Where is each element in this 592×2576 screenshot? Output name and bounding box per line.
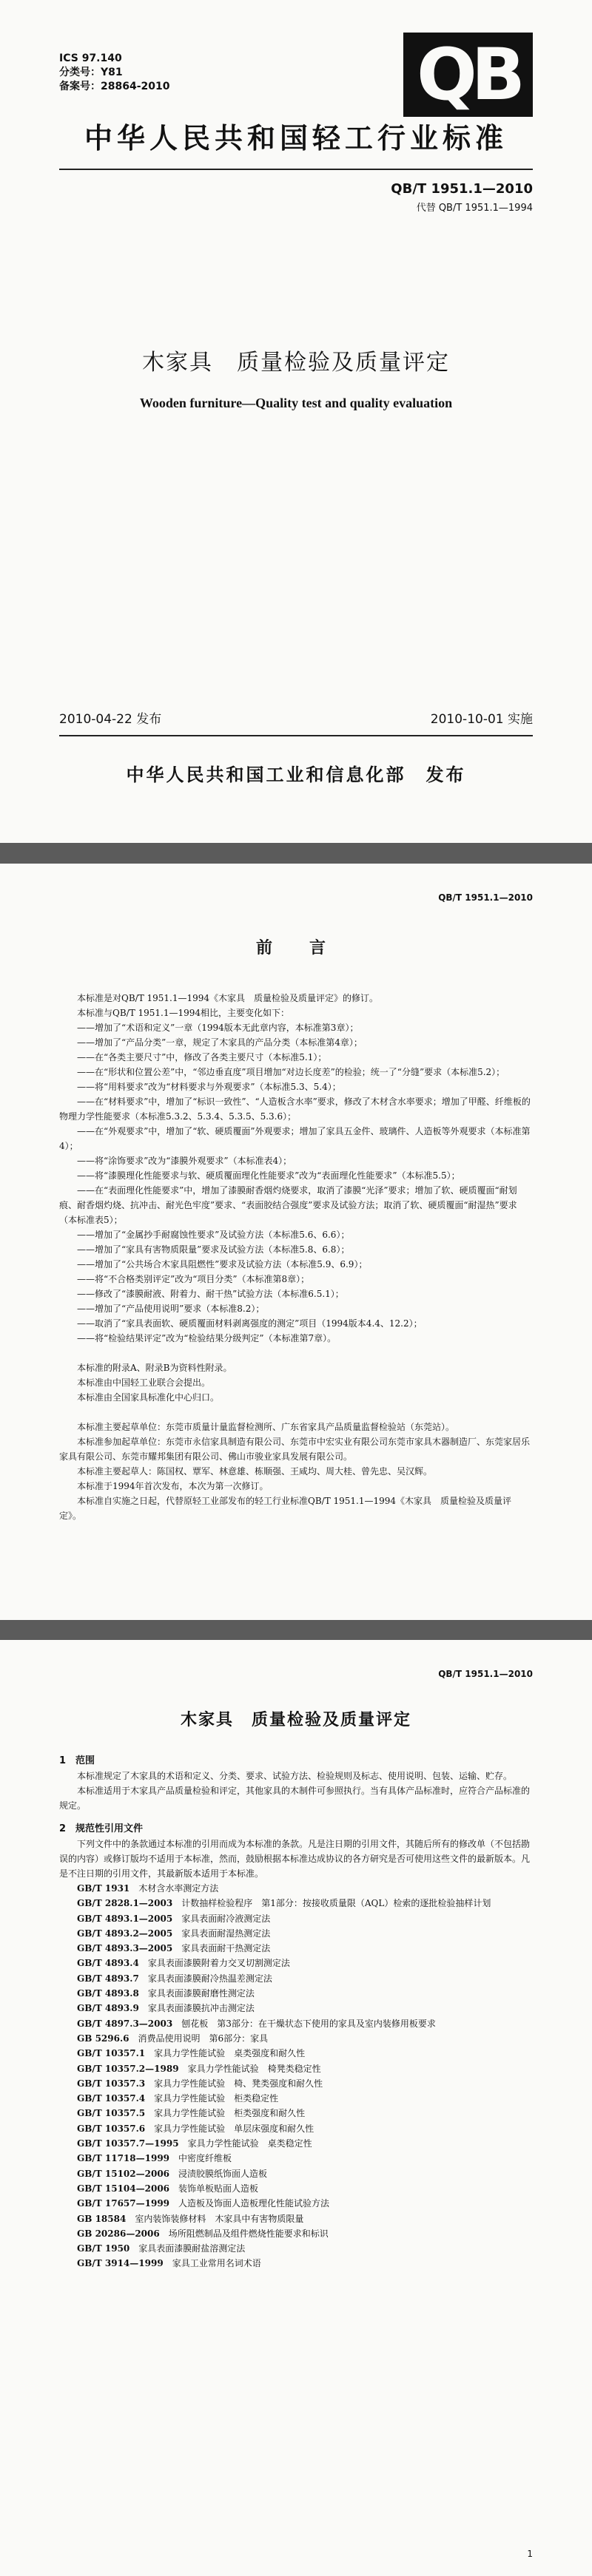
reference-item bbox=[59, 1896, 533, 1911]
foreword-paragraph: ——将“检验结果评定”改为“检验结果分级判定”（本标准第7章）。 bbox=[77, 1333, 337, 1343]
reference-code: GB 18584 bbox=[77, 2213, 127, 2224]
foreword-paragraph: ——在“形状和位置公差”中，“邻边垂直度”项目增加“对边长度差”的检验；统一了“分缝”要求（本标准5.2）； bbox=[77, 1067, 505, 1077]
reference-code: GB/T 10357.1 bbox=[77, 2048, 146, 2059]
reference-separator bbox=[179, 2138, 188, 2149]
reference-title: 家具表面漆膜附着力交叉切割测定法 bbox=[147, 1958, 290, 1969]
reference-separator bbox=[172, 2019, 181, 2029]
reference-code: GB/T 10357.7—1995 bbox=[77, 2138, 179, 2149]
reference-item bbox=[59, 2121, 533, 2136]
reference-code: GB/T 15102—2006 bbox=[77, 2168, 170, 2179]
foreword-paragraph: ——取消了“家具表面软、硬质覆面材料剥离强度的测定”项目（1994版本4.4、12.2）； bbox=[77, 1318, 423, 1329]
scope-paragraph: 本标准规定了木家具的术语和定义、分类、要求、试验方法、检验规则及标志、使用说明、包装、运输、贮存。 bbox=[77, 1771, 513, 1781]
foreword-paragraph: ——增加了“产品使用说明”要求（本标准8.2）； bbox=[77, 1304, 265, 1314]
reference-code: GB/T 10357.4 bbox=[77, 2093, 146, 2104]
reference-title: 家具表面耐湿热测定法 bbox=[181, 1928, 271, 1939]
issuer: 中华人民共和国工业和信息化部 发布 bbox=[126, 765, 466, 785]
reference-item bbox=[59, 2136, 533, 2151]
reference-title: 浸渍胶膜纸饰面人造板 bbox=[178, 2168, 268, 2179]
reference-code: GB/T 11718—1999 bbox=[77, 2153, 170, 2164]
foreword-paragraph: ——将“不合格类别评定”改为“项目分类”（本标准第8章）； bbox=[77, 1274, 310, 1284]
reference-separator bbox=[145, 2093, 154, 2104]
publish-date: 2010-04-22 发布 bbox=[59, 712, 162, 727]
reference-title: 家具力学性能试验 桌类强度和耐久性 bbox=[154, 2048, 306, 2059]
foreword-paragraph: ——修改了“漆膜耐液、附着力、耐干热”试验方法（本标准6.5.1）； bbox=[77, 1289, 344, 1299]
foreword-paragraph: ——增加了“家具有害物质限量”要求及试验方法（本标准5.8、6.8）； bbox=[77, 1244, 350, 1255]
foreword-paragraph: 本标准与QB/T 1951.1—1994相比，主要变化如下： bbox=[77, 1008, 290, 1018]
reference-item bbox=[59, 1926, 533, 1941]
foreword-paragraph: 本标准是对QB/T 1951.1—1994《木家具 质量检验及质量评定》的修订。 bbox=[77, 993, 379, 1003]
reference-title: 家具力学性能试验 柜类强度和耐久性 bbox=[154, 2108, 306, 2119]
reference-separator bbox=[172, 1914, 181, 1924]
foreword-paragraph: ——将“漆膜理化性能要求与软、硬质覆面理化性能要求”改为“表面理化性能要求”（本标准5.5）； bbox=[77, 1170, 460, 1181]
reference-code: GB/T 1931 bbox=[77, 1883, 130, 1894]
reference-separator bbox=[172, 1928, 181, 1939]
reference-separator bbox=[139, 1988, 148, 1999]
reference-title: 家具表面耐干热测定法 bbox=[181, 1943, 271, 1954]
reference-item bbox=[59, 2226, 533, 2241]
reference-code: GB/T 10357.3 bbox=[77, 2078, 146, 2089]
reference-item bbox=[59, 1941, 533, 1956]
reference-separator bbox=[179, 2064, 188, 2074]
reference-title: 家具力学性能试验 桌类稳定性 bbox=[187, 2138, 312, 2149]
reference-title: 家具表面耐冷液测定法 bbox=[181, 1913, 271, 1924]
reference-code: GB/T 4893.2—2005 bbox=[77, 1928, 173, 1939]
reference-code: GB/T 10357.2—1989 bbox=[77, 2063, 179, 2074]
reference-title: 人造板及饰面人造板理化性能试验方法 bbox=[178, 2198, 330, 2209]
section-2-heading: 2 规范性引用文件 bbox=[59, 1823, 144, 1834]
reference-title: 家具力学性能试验 柜类稳定性 bbox=[154, 2093, 279, 2104]
foreword-paragraph: ——增加了“产品分类”一章，规定了木家具的产品分类（本标准第4章）； bbox=[77, 1037, 363, 1048]
scope-paragraph: 本标准适用于木家具产品质量检验和评定，其他家具的木制件可参照执行。当有具体产品标准时，应符合产品标准的规定。 bbox=[59, 1786, 531, 1811]
cover-meta bbox=[59, 52, 169, 94]
reference-item bbox=[59, 2031, 533, 2046]
bottom-rule bbox=[59, 735, 533, 736]
foreword-title: 前 言 bbox=[255, 939, 336, 957]
foreword-paragraph: 本标准主要起草人：陈国权、覃军、林意雄、栋顺强、王咸均、周大桂、曾先忠、吴汉辉。 bbox=[77, 1466, 433, 1477]
reference-separator bbox=[130, 1883, 138, 1894]
qb-logo: QB bbox=[403, 33, 533, 117]
class-number: 分类号：Y81 bbox=[59, 67, 123, 78]
reference-title: 中密度纤维板 bbox=[178, 2153, 232, 2164]
foreword-paragraph: ——在“各类主要尺寸”中，修改了各类主要尺寸（本标准5.1）； bbox=[77, 1052, 327, 1062]
title-english: Wooden furniture—Quality test and quality evaluation bbox=[139, 396, 453, 410]
reference-separator bbox=[172, 1943, 181, 1953]
date-line bbox=[59, 714, 533, 726]
foreword-paragraph: ——将“用料要求”改为“材料要求与外观要求”（本标准5.3、5.4）； bbox=[77, 1082, 341, 1092]
reference-title: 家具力学性能试验 椅、凳类强度和耐久性 bbox=[154, 2078, 323, 2089]
reference-code: GB/T 4893.9 bbox=[77, 2003, 139, 2014]
reference-item bbox=[59, 2196, 533, 2211]
reference-separator bbox=[139, 2003, 148, 2013]
reference-code: GB/T 15104—2006 bbox=[77, 2183, 170, 2194]
reference-title: 场所阻燃制品及组件燃烧性能要求和标识 bbox=[168, 2228, 329, 2239]
reference-title: 室内装饰装修材料 木家具中有害物质限量 bbox=[135, 2213, 304, 2224]
reference-item bbox=[59, 2016, 533, 2031]
reference-separator bbox=[145, 2078, 154, 2089]
ics-code: ICS 97.140 bbox=[59, 52, 122, 64]
reference-separator bbox=[145, 2048, 154, 2058]
reference-code: GB 20286—2006 bbox=[77, 2228, 160, 2239]
reference-separator bbox=[169, 2153, 178, 2163]
foreword-page bbox=[0, 864, 592, 1620]
reference-separator bbox=[130, 2243, 138, 2254]
reference-title: 家具力学性能试验 椅凳类稳定性 bbox=[187, 2063, 321, 2074]
reference-code: GB/T 4893.4 bbox=[77, 1958, 139, 1969]
foreword-body bbox=[59, 991, 533, 1523]
reference-list bbox=[59, 1881, 533, 2271]
reference-item bbox=[59, 2001, 533, 2016]
reference-code: GB/T 4893.8 bbox=[77, 1988, 139, 1999]
reference-code: GB/T 4893.1—2005 bbox=[77, 1913, 173, 1924]
reference-item bbox=[59, 2046, 533, 2061]
reference-separator bbox=[145, 2123, 154, 2134]
reference-title: 消费品使用说明 第6部分：家具 bbox=[138, 2033, 269, 2044]
reference-item bbox=[59, 2256, 533, 2271]
reference-separator bbox=[172, 1898, 181, 1908]
reference-separator bbox=[139, 1958, 148, 1968]
reference-item bbox=[59, 1881, 533, 1896]
section-2-intro: 下列文件中的条款通过本标准的引用而成为本标准的条款。凡是注日期的引用文件，其随后所有的修改单（不包括勘误的内容）或修订版均不适用于本标准，然而，鼓励根据本标准达成协议的各方研究是否可使用这些文件的最新版本。凡是不注日期的引用文件，其最新版本适用于本标准。 bbox=[59, 1839, 531, 1879]
reference-title: 木材含水率测定方法 bbox=[138, 1883, 219, 1894]
reference-item bbox=[59, 2211, 533, 2226]
foreword-paragraph: 本标准由中国轻工业联合会提出。 bbox=[77, 1377, 211, 1388]
standard-number-block bbox=[391, 181, 533, 214]
foreword-paragraph: ——在“外观要求”中，增加了“软、硬质覆面”外观要求；增加了家具五金件、玻璃件、人造板等外观要求（本标准第4）； bbox=[59, 1126, 531, 1151]
section-1-text bbox=[59, 1769, 533, 1813]
foreword-paragraph: ——增加了“公共场合木家具阻燃性”要求及试验方法（本标准5.9、6.9）； bbox=[77, 1259, 368, 1270]
foreword-paragraph: ——在“表面理化性能要求”中，增加了漆膜耐香烟灼烧要求，取消了漆膜“光泽”要求；增加了软、硬质覆面“耐划痕、耐香烟灼烧、抗冲击、耐光色牢度”要求、“表面胶结合强度”要求及试验方法；取消了软、硬质覆面“耐湿热”要求（本标准表5）； bbox=[59, 1185, 517, 1225]
reference-title: 家具表面漆膜耐磨性测定法 bbox=[147, 1988, 255, 1999]
reference-separator bbox=[126, 2214, 135, 2224]
filing-number: 备案号：28864-2010 bbox=[59, 81, 170, 92]
reference-title: 家具工业常用名词术语 bbox=[172, 2258, 261, 2269]
reference-item bbox=[59, 2181, 533, 2196]
implement-date: 2010-10-01 实施 bbox=[430, 712, 533, 727]
reference-item bbox=[59, 1971, 533, 1986]
foreword-paragraph: 本标准于1994年首次发布，本次为第一次修订。 bbox=[77, 1481, 269, 1491]
reference-item bbox=[59, 1911, 533, 1926]
reference-code: GB/T 4893.7 bbox=[77, 1973, 139, 1984]
reference-code: GB/T 17657—1999 bbox=[77, 2198, 170, 2209]
reference-separator bbox=[130, 2033, 138, 2044]
page-header-number: QB/T 1951.1—2010 bbox=[438, 892, 533, 903]
replaces-note: 代替 QB/T 1951.1—1994 bbox=[416, 203, 533, 214]
reference-separator bbox=[160, 2228, 169, 2239]
reference-title: 装饰单板贴面人造板 bbox=[178, 2183, 259, 2194]
reference-code: GB/T 3914—1999 bbox=[77, 2258, 164, 2269]
reference-code: GB/T 2828.1—2003 bbox=[77, 1898, 173, 1909]
foreword-paragraph: 本标准主要起草单位：东莞市质量计量监督检测所、广东省家具产品质量监督检验站（东莞站）。 bbox=[77, 1422, 455, 1432]
top-rule bbox=[59, 169, 533, 170]
reference-item bbox=[59, 2091, 533, 2106]
foreword-paragraph: 本标准参加起草单位：东莞市永信家具制造有限公司、东莞市中宏实业有限公司东莞市家具木器制造厂、东莞家居乐家具有限公司、东莞市耀邦集团有限公司、佛山市骏业家具发展有限公司。 bbox=[59, 1437, 531, 1462]
reference-item bbox=[59, 2151, 533, 2166]
document-title: 木家具 质量检验及质量评定 bbox=[180, 1711, 411, 1729]
standard-title: 中华人民共和国轻工行业标准 bbox=[84, 122, 508, 155]
reference-separator bbox=[164, 2258, 172, 2268]
body-content bbox=[59, 1745, 533, 2271]
page-number: 1 bbox=[527, 2549, 533, 2559]
foreword-paragraph: 本标准的附录A、附录B为资料性附录。 bbox=[77, 1363, 232, 1373]
reference-code: GB/T 10357.5 bbox=[77, 2108, 146, 2119]
foreword-paragraph: ——在“材料要求”中，增加了“标识一致性”、“人造板含水率”要求，修改了木材含水率要求；增加了甲醛、纤维板的物理力学性能要求（本标准5.3.2、5.3.4、5.3.5、5.3.6）； bbox=[59, 1097, 531, 1122]
title-chinese: 木家具 质量检验及质量评定 bbox=[142, 350, 450, 376]
reference-title: 计数抽样检验程序 第1部分：按接收质量限（AQL）检索的逐批检验抽样计划 bbox=[181, 1898, 491, 1909]
page-header-number: QB/T 1951.1—2010 bbox=[438, 1669, 533, 1679]
cover-page bbox=[0, 0, 592, 843]
reference-code: GB/T 4897.3—2003 bbox=[77, 2018, 173, 2029]
reference-title: 家具表面漆膜耐冷热温差测定法 bbox=[147, 1973, 272, 1984]
reference-title: 家具表面漆膜耐盐溶测定法 bbox=[138, 2243, 246, 2254]
foreword-paragraph: 本标准自实施之日起，代替原轻工业部发布的轻工行业标准QB/T 1951.1—1994《木家具 质量检验及质量评定》。 bbox=[59, 1496, 512, 1521]
section-1-heading: 1 范围 bbox=[59, 1755, 95, 1766]
reference-separator bbox=[169, 2169, 178, 2179]
reference-separator bbox=[139, 1973, 148, 1984]
reference-title: 刨花板 第3部分：在干燥状态下使用的家具及室内装修用板要求 bbox=[181, 2018, 436, 2029]
foreword-paragraph: ——增加了“金属抄手耐腐蚀性要求”及试验方法（本标准5.6、6.6）； bbox=[77, 1230, 350, 1240]
reference-title: 家具力学性能试验 单层床强度和耐久性 bbox=[154, 2123, 314, 2134]
standard-number: QB/T 1951.1—2010 bbox=[391, 181, 533, 197]
reference-code: GB 5296.6 bbox=[77, 2033, 130, 2044]
reference-item bbox=[59, 2241, 533, 2256]
reference-item bbox=[59, 2061, 533, 2076]
reference-item bbox=[59, 2166, 533, 2181]
reference-item bbox=[59, 2106, 533, 2121]
reference-code: GB/T 1950 bbox=[77, 2243, 130, 2254]
foreword-paragraph: ——增加了“术语和定义”一章（1994版本无此章内容，本标准第3章）； bbox=[77, 1023, 359, 1033]
reference-code: GB/T 4893.3—2005 bbox=[77, 1943, 173, 1954]
reference-item bbox=[59, 2076, 533, 2091]
foreword-paragraph: ——将“涂饰要求”改为“漆膜外观要求”（本标准表4）； bbox=[77, 1156, 292, 1166]
reference-separator bbox=[169, 2183, 178, 2194]
body-page bbox=[0, 1640, 592, 2576]
reference-separator bbox=[145, 2108, 154, 2118]
reference-code: GB/T 10357.6 bbox=[77, 2123, 146, 2134]
reference-separator bbox=[169, 2198, 178, 2209]
reference-item bbox=[59, 1986, 533, 2001]
reference-item bbox=[59, 1956, 533, 1970]
foreword-paragraph: 本标准由全国家具标准化中心归口。 bbox=[77, 1392, 220, 1403]
reference-title: 家具表面漆膜抗冲击测定法 bbox=[147, 2003, 255, 2014]
